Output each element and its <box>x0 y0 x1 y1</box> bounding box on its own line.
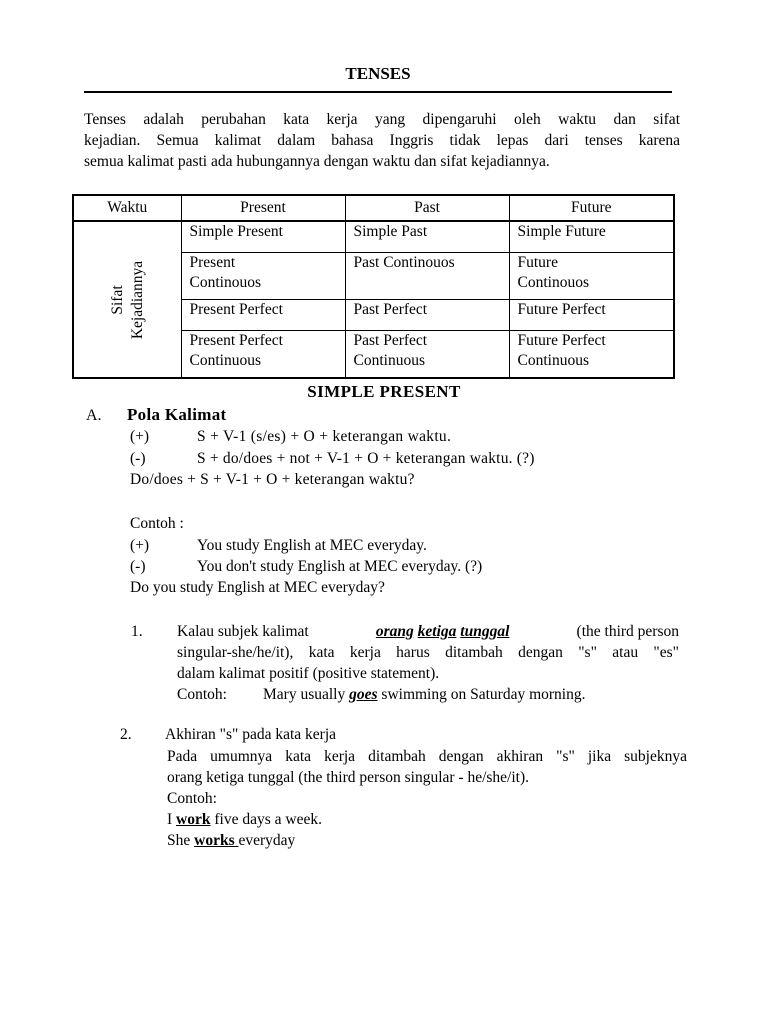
table-header-row <box>73 195 674 221</box>
keyword-works: works <box>194 832 235 849</box>
point1-example-label: Contoh: <box>177 686 227 703</box>
table-cell: Past Perfect Continuous <box>345 331 509 379</box>
contoh-neg-sign: (-) <box>130 558 146 575</box>
point1-line3: dalam kalimat positif (positive statement). <box>177 665 440 682</box>
contoh-neg-text: You don't study English at MEC everyday. (?) <box>197 558 483 575</box>
contoh-question: Do you study English at MEC everyday? <box>130 579 385 596</box>
table-cell: Present Perfect Continuous <box>181 331 345 379</box>
intro-line: semua kalimat pasti ada hubungannya dengan waktu dan sifat kejadiannya. <box>84 153 550 170</box>
table-row <box>73 221 674 253</box>
table-cell: Simple Present <box>181 221 345 253</box>
point2-contoh: Contoh: <box>167 790 217 807</box>
pola-pos-formula: S + V-1 (s/es) + O + keterangan waktu. <box>197 428 452 445</box>
header-present: Present <box>181 195 345 221</box>
header-future: Future <box>509 195 674 221</box>
point2-heading: Akhiran "s" pada kata kerja <box>165 726 337 743</box>
pola-neg-formula: S + do/does + not + V-1 + O + keterangan waktu. (?) <box>197 450 535 467</box>
side-label-cell <box>73 221 181 378</box>
point1-line2: singular-she/he/it), kata kerja harus ditambah dengan "s" atau "es" <box>177 644 679 661</box>
point1-number: 1. <box>131 623 143 640</box>
point2-number: 2. <box>120 726 132 743</box>
keyword-ketiga: ketiga <box>417 623 457 640</box>
side-label: Sifat Kejadiannya <box>108 260 146 339</box>
table-cell: Past Perfect <box>345 300 509 331</box>
table-cell: Future Perfect <box>509 300 674 331</box>
point2-line2: orang ketiga tunggal (the third person singular - he/she/it). <box>167 769 530 786</box>
intro-line: kejadian. Semua kalimat dalam bahasa Inggris tidak lepas dari tenses karena <box>84 132 680 149</box>
table-cell: Future Continouos <box>509 253 674 300</box>
keyword-goes: goes <box>349 686 378 703</box>
point2-example2: She works everyday <box>167 832 296 849</box>
pola-heading: Pola Kalimat <box>127 405 227 424</box>
intro-paragraph <box>84 109 680 172</box>
contoh-label: Contoh : <box>130 515 184 532</box>
point1-example: Mary usually goes swimming on Saturday morning. <box>263 686 586 703</box>
table-cell: Present Continouos <box>181 253 345 300</box>
point1-line1: Kalau subjek kalimat orang ketiga tunggal (the third person <box>177 623 679 640</box>
pola-question: Do/does + S + V-1 + O + keterangan waktu? <box>130 471 415 488</box>
table-cell: Past Continouos <box>345 253 509 300</box>
keyword-work: work <box>176 811 211 828</box>
table-cell: Simple Past <box>345 221 509 253</box>
pola-letter: A. <box>86 407 102 424</box>
point2-example1: I work five days a week. <box>167 811 322 828</box>
table-cell: Simple Future <box>509 221 674 253</box>
contoh-pos-text: You study English at MEC everyday. <box>197 537 427 554</box>
table-cell: Future Perfect Continuous <box>509 331 674 379</box>
point2-line1: Pada umumnya kata kerja ditambah dengan akhiran "s" jika subjeknya <box>167 748 687 765</box>
title-divider <box>84 91 672 93</box>
page-title: TENSES <box>345 64 411 83</box>
keyword-tunggal: tunggal <box>460 623 510 640</box>
pola-pos-sign: (+) <box>130 428 150 445</box>
tenses-table <box>72 194 675 379</box>
pola-neg-sign: (-) <box>130 450 146 467</box>
contoh-pos-sign: (+) <box>130 537 150 554</box>
table-cell: Present Perfect <box>181 300 345 331</box>
intro-line: Tenses adalah perubahan kata kerja yang dipengaruhi oleh waktu dan sifat <box>84 111 680 128</box>
keyword-orang: orang <box>375 623 414 640</box>
section-title: SIMPLE PRESENT <box>307 382 461 401</box>
header-waktu: Waktu <box>73 195 181 221</box>
header-past: Past <box>345 195 509 221</box>
